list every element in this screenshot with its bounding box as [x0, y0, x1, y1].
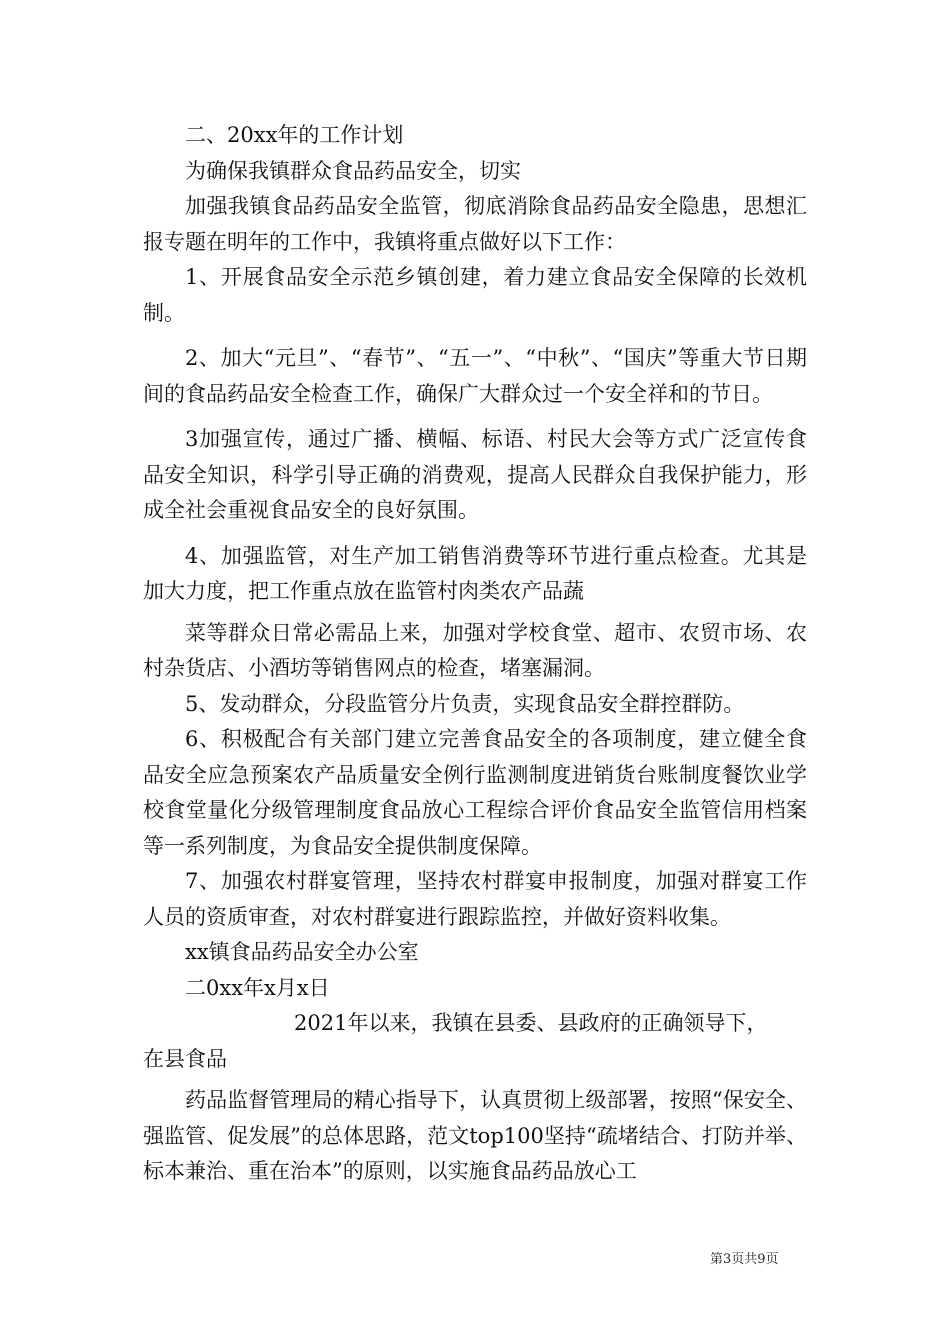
paragraph: 在县食品 [143, 1046, 227, 1071]
paragraph: 药品监督管理局的精心指导下，认真贯彻上级部署，按照“保安全、强监管、促发展”的总体思路，范文top100坚持“疏堵结合、打防并举、标本兼治、重在治本”的原则，以实施食品药品放心工 [143, 1088, 807, 1183]
paragraph: 菜等群众日常必需品上来，加强对学校食堂、超市、农贸市场、农村杂货店、小酒坊等销售网点的检查，堵塞漏洞。 [143, 620, 807, 680]
signature-office: xx镇食品药品安全办公室 [185, 940, 419, 964]
list-item-4: 4、加强监管，对生产加工销售消费等环节进行重点检查。尤其是加大力度，把工作重点放在监管村肉类农产品蔬 [143, 543, 807, 603]
list-item-3: 3加强宣传，通过广播、横幅、标语、村民大会等方式广泛宣传食品安全知识，科学引导正确的消费观，提高人民群众自我保护能力，形成全社会重视食品安全的良好氛围。 [143, 427, 807, 522]
document-body [143, 118, 807, 1190]
list-item-1: 1、开展食品安全示范乡镇创建，着力建立食品安全保障的长效机制。 [143, 265, 807, 325]
list-item-7: 7、加强农村群宴管理，坚持农村群宴申报制度，加强对群宴工作人员的资质审查，对农村群宴进行跟踪监控，并做好资料收集。 [143, 869, 807, 929]
list-item-2: 2、加大“元旦”、“春节”、“五一”、“中秋”、“国庆”等重大节日期间的食品药品安全检查工作，确保广大群众过一个安全祥和的节日。 [143, 346, 807, 406]
signature-date: 二0xx年x月x日 [185, 975, 330, 1000]
list-item-5: 5、发动群众，分段监管分片负责，实现食品安全群控群防。 [185, 691, 745, 716]
section-heading: 二、20xx年的工作计划 [185, 123, 404, 147]
paragraph: 为确保我镇群众食品药品安全，切实 [185, 158, 521, 183]
list-item-6: 6、积极配合有关部门建立完善食品安全的各项制度，建立健全食品安全应急预案农产品质量安全例行监测制度进销货台账制度餐饮业学校食堂量化分级管理制度食品放心工程综合评价食品安全监管信用档案等一系列制度，为食品安全提供制度保障。 [143, 727, 807, 858]
paragraph: 2021年以来，我镇在县委、县政府的正确领导下， [294, 1011, 768, 1035]
page-number-footer: 第3页共9页 [710, 1252, 779, 1267]
paragraph: 加强我镇食品药品安全监管，彻底消除食品药品安全隐患，思想汇报专题在明年的工作中，我镇将重点做好以下工作： [143, 194, 807, 254]
